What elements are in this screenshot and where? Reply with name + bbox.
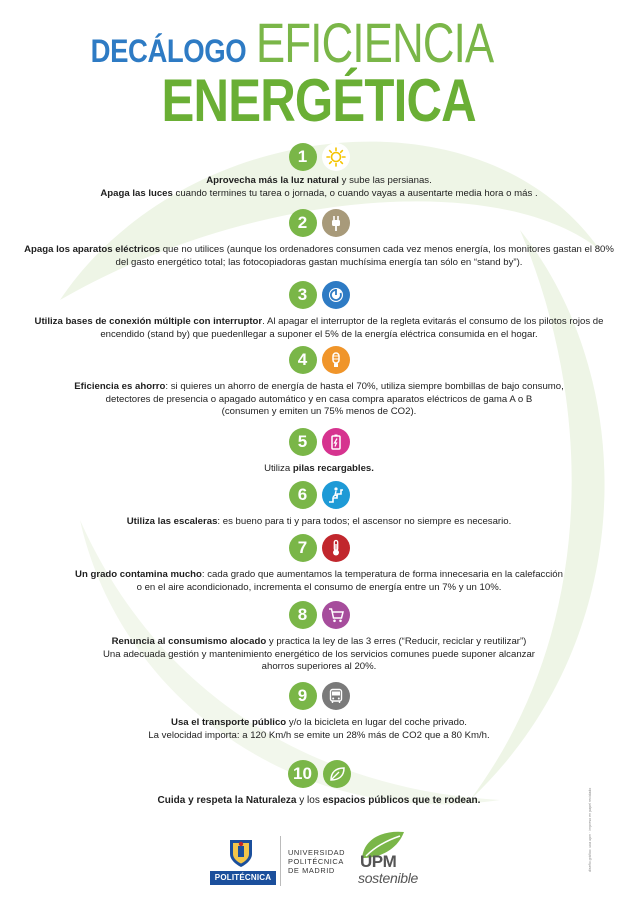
power-strip-icon	[322, 281, 350, 309]
university-name	[288, 848, 345, 875]
tip-bold: Utiliza las escaleras	[126, 516, 218, 527]
cart-icon	[322, 601, 350, 629]
tip-text	[0, 516, 638, 529]
tip-number: 3	[289, 281, 317, 309]
tip-3	[0, 280, 638, 341]
tip-bold: Cuida y respeta la Naturaleza	[157, 795, 297, 806]
tip-number: 7	[289, 534, 317, 562]
tip-number: 8	[289, 601, 317, 629]
footer-logos	[0, 828, 638, 898]
tip-bold: Eficiencia es ahorro	[74, 381, 166, 392]
tip-number: 6	[289, 481, 317, 509]
tip-text	[0, 795, 638, 808]
tip-bold: Un grado contamina mucho	[75, 569, 202, 580]
university-line: POLITÉCNICA	[288, 857, 344, 866]
stairs-icon	[322, 481, 350, 509]
tip-8	[0, 600, 638, 674]
tip-rest: cuando termines tu tarea o jornada, o cuando vayas a ausentarte media hora o más .	[172, 187, 538, 199]
vertical-print-note: diseño gráfico: uca upm · impreso en papel reciclado	[588, 787, 592, 872]
tip-number: 10	[288, 760, 318, 788]
battery-icon	[322, 428, 350, 456]
title-decalogo: DECÁLOGO	[90, 33, 247, 69]
tip-bold: pilas recargables.	[292, 463, 374, 474]
bulb-icon	[322, 346, 350, 374]
tip-rest: : cada grado que aumentamos la temperatura de forma innecesaria en la calefacción	[201, 569, 563, 580]
title-line-2	[0, 66, 638, 135]
bus-icon	[322, 682, 350, 710]
tip-10	[0, 759, 638, 808]
tip-bold: Apaga los aparatos eléctricos	[24, 244, 161, 255]
tip-line: o en el aire acondicionado, incrementa el consumo de energía entre un 7% y un 10%.	[136, 581, 502, 593]
tip-rest: . Al apagar el interruptor de la regleta evitarás el consumo de los pilotos rojos de encendido (stand by) que puedenllegar a suponer el 5% de la energía eléctrica consumida en el hogar.	[100, 316, 604, 340]
tip-text	[0, 244, 638, 269]
tip-number: 1	[289, 143, 317, 171]
sostenible-upm: UPM	[360, 852, 397, 871]
tip-6	[0, 480, 638, 529]
university-line: UNIVERSIDAD	[288, 848, 346, 857]
tip-line: La velocidad importa: a 120 Km/h se emite un 28% más de CO2 que a 80 Km/h.	[148, 729, 490, 741]
tip-rest: Utiliza	[264, 463, 293, 474]
tip-bold: Usa el transporte público	[171, 717, 287, 728]
footer-divider	[280, 836, 281, 886]
tip-1	[0, 142, 638, 200]
tip-bold: Utiliza bases de conexión múltiple con interruptor	[34, 316, 263, 327]
leaf-icon	[323, 760, 351, 788]
tip-bold: Apaga las luces	[100, 187, 173, 199]
tip-text	[0, 569, 638, 594]
thermometer-icon	[322, 534, 350, 562]
sostenible-word: sostenible	[358, 870, 419, 886]
tip-rest: y/o la bicicleta en lugar del coche privado.	[286, 717, 467, 728]
tip-rest: que no utilices (aunque los ordenadores consumen cada vez menos energía, los monitores gastan el 80% del gasto energético total; las fotocopiadoras gastan muchísima energía tan sólo en “stand by”).	[115, 244, 614, 268]
tip-rest: y practica la ley de las 3 erres (“Reducir, reciclar y reutilizar”)	[266, 636, 527, 647]
tip-line: Una adecuada gestión y mantenimiento energético de los servicios comunes puede suponer alcanzar	[103, 648, 535, 660]
tip-number: 4	[289, 346, 317, 374]
upm-crest-icon	[224, 836, 258, 870]
tip-text	[0, 316, 638, 341]
tip-rest: y los	[296, 795, 323, 806]
title-eficiencia: EFICIENCIA	[255, 11, 493, 74]
tip-bold: Renuncia al consumismo alocado	[111, 636, 267, 647]
university-line: DE MADRID	[288, 866, 335, 875]
tip-bold: espacios públicos que te rodean.	[322, 795, 481, 806]
tip-bold: Aprovecha más la luz natural	[206, 175, 339, 186]
tip-9	[0, 681, 638, 742]
upm-logo-bar: POLITÉCNICA	[210, 871, 276, 885]
tip-number: 5	[289, 428, 317, 456]
title-energetica: ENERGÉTICA	[161, 67, 477, 134]
tip-line: ahorros superiores al 20%.	[261, 661, 377, 673]
tip-line: (consumen y emiten un 75% menos de CO2).	[221, 406, 417, 418]
tip-text	[0, 381, 638, 419]
upm-logo	[210, 836, 276, 886]
tip-line: detectores de presencia o apagado automático y en casa compra aparatos eléctricos de gama A o B	[105, 393, 533, 405]
tip-number: 2	[289, 209, 317, 237]
sun-icon	[322, 143, 350, 171]
tip-number: 9	[289, 682, 317, 710]
tip-rest: : si quieres un ahorro de energía de hasta el 70%, utiliza siempre bombillas de bajo consumo,	[165, 381, 564, 392]
plug-icon	[322, 209, 350, 237]
tip-5	[0, 427, 638, 476]
upm-sostenible-logo	[352, 828, 432, 890]
tip-4	[0, 345, 638, 419]
tip-rest: : es bueno para ti y para todos; el ascensor no siempre es necesario.	[217, 516, 512, 527]
tip-text	[0, 175, 638, 200]
tip-7	[0, 533, 638, 594]
tip-text	[0, 717, 638, 742]
tip-rest: y sube las persianas.	[338, 175, 432, 186]
tip-text	[0, 463, 638, 476]
tip-2	[0, 208, 638, 269]
tip-text	[0, 636, 638, 674]
